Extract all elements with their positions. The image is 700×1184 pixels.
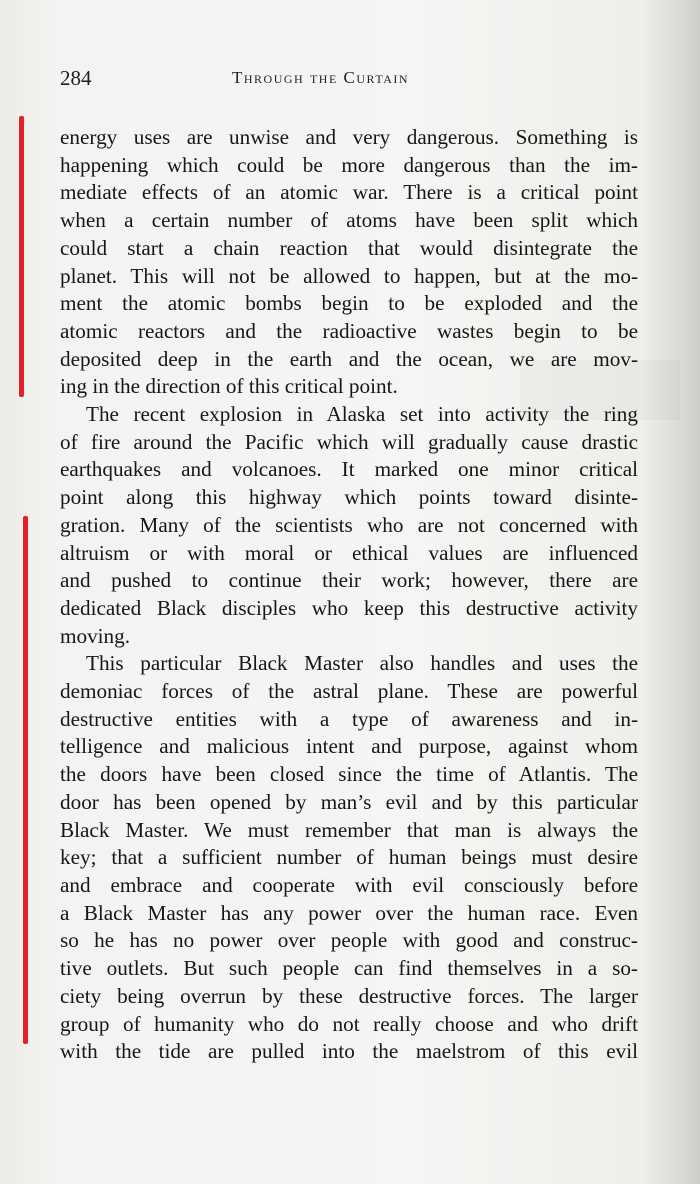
page-header — [0, 62, 700, 96]
red-margin-marker-1 — [19, 116, 24, 397]
text-line: ing in the direction of this critical point. — [60, 374, 398, 399]
text-line: of fire around the Pacific which will gradually cause drastic — [60, 429, 638, 454]
running-head: Through the Curtain — [232, 68, 410, 87]
text-line: destructive entities with a type of awareness and in- — [60, 706, 638, 731]
body-text — [60, 124, 638, 1066]
text-line: door has been opened by man’s evil and by this particular — [60, 789, 638, 814]
paragraph-2 — [60, 401, 638, 650]
text-line: key; that a sufficient number of human beings must desire — [60, 845, 638, 870]
text-line: demoniac forces of the astral plane. These are powerful — [60, 679, 638, 704]
text-line: energy uses are unwise and very dangerous. Something is — [60, 125, 638, 149]
text-line: mediate effects of an atomic war. There is a critical point — [60, 180, 638, 205]
text-line: with the tide are pulled into the maelstrom of this evil — [60, 1039, 638, 1064]
text-line: altruism or with moral or ethical values are influenced — [60, 540, 638, 565]
text-line: the doors have been closed since the time of Atlantis. The — [60, 762, 638, 787]
text-line: atomic reactors and the radioactive wastes begin to be — [60, 318, 638, 343]
text-line: tive outlets. But such people can find themselves in a so- — [60, 956, 638, 981]
text-line: planet. This will not be allowed to happen, but at the mo- — [60, 263, 638, 288]
paragraph-1 — [60, 124, 638, 401]
text-line: earthquakes and volcanoes. It marked one minor critical — [60, 457, 638, 482]
text-line: and embrace and cooperate with evil consciously before — [60, 872, 638, 897]
red-margin-marker-2 — [23, 516, 28, 1044]
page-number: 284 — [60, 66, 92, 90]
text-line: could start a chain reaction that would disintegrate the — [60, 235, 638, 260]
text-line: dedicated Black disciples who keep this destructive activity — [60, 595, 638, 620]
text-line: point along this highway which points toward disinte- — [60, 485, 638, 510]
text-line: The recent explosion in Alaska set into activity the ring — [86, 402, 638, 427]
text-line: a Black Master has any power over the human race. Even — [60, 900, 638, 925]
text-line: when a certain number of atoms have been split which — [60, 208, 638, 233]
text-line: happening which could be more dangerous than the im- — [60, 152, 638, 177]
text-line: moving. — [60, 623, 131, 648]
text-line: telligence and malicious intent and purpose, against whom — [60, 734, 638, 759]
paragraph-3 — [60, 650, 638, 1066]
text-line: so he has no power over people with good and construc- — [60, 928, 638, 953]
text-line: ciety being overrun by these destructive forces. The larger — [60, 983, 638, 1008]
text-line: ment the atomic bombs begin to be exploded and the — [60, 291, 638, 316]
text-line: gration. Many of the scientists who are not concerned with — [60, 512, 638, 537]
text-line: This particular Black Master also handles and uses the — [86, 651, 638, 676]
text-line: and pushed to continue their work; however, there are — [60, 568, 638, 593]
page-edge-shadow — [642, 0, 700, 1184]
text-line: Black Master. We must remember that man is always the — [60, 817, 638, 842]
text-line: group of humanity who do not really choose and who drift — [60, 1011, 638, 1036]
text-line: deposited deep in the earth and the ocean, we are mov- — [60, 346, 638, 371]
